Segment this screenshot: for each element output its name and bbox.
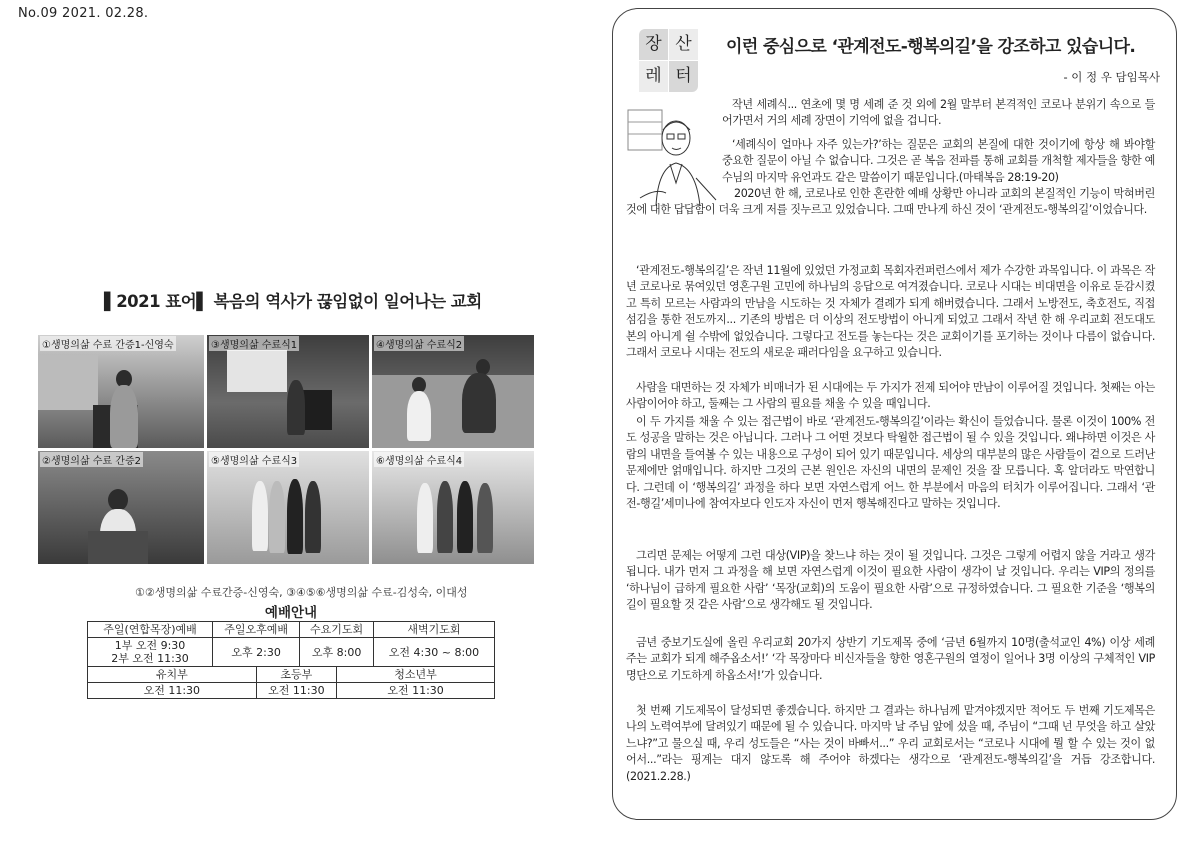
- photo-caption-1: ①생명의삶 수료 간증1-신영숙: [40, 336, 176, 351]
- sunday-second-service: 2부 오전 11:30: [111, 652, 189, 665]
- badge-char-1: 장: [639, 29, 668, 60]
- header-wednesday-prayer: 수요기도회: [300, 622, 374, 638]
- elementary-time: 오전 11:30: [256, 683, 336, 699]
- letter-title: 이런 중심으로 ‘관계전도-행복의길’을 강조하고 있습니다.: [726, 37, 1136, 57]
- sunday-service-times: [88, 638, 213, 667]
- letter-paragraph-4: ‘관계전도-행복의길’은 작년 11월에 있었던 가정교회 목회자컨퍼런스에서 제가 수강한 과목입니다. 이 과목은 작년 코로나로 묶여있던 영혼구원 고민에 하나님의 응답으로 여겨졌습니다. 코로나 시대는 비대면을 이유로 둔감시켰고 특히 모르는 사람과의 만남을 시도하는 것 자체가 결례가 되게 해버렸습니다. 그래서 노방전도, 축호전도, 직접 섬김을 통한 전도까지... 기존의 방법은 더 이상의 전도방법이 아니게 되었고 그래서 작년 한 해 우리교회 전도대도 본의 아니게 쉴 수밖에 없었습니다. 그렇다고 전도를 놓는다는 것은 교회이기를 포기하는 것이나 다름이 없습니다. 그래서 코로나 시대는 전도의 새로운 패러다임을 요구하고 있습니다.: [626, 264, 1155, 360]
- photo-ceremony-2: [372, 335, 534, 448]
- header-youth: 청소년부: [337, 667, 495, 683]
- letter-paragraph-9: 첫 번째 기도제목이 달성되면 좋겠습니다. 하지만 그 결과는 하나님께 맡겨야겠지만 적어도 두 번째 기도제목은 나의 노력여부에 달려있기 때문에 될 수 있습니다. 마지막 날 주님 앞에 섰을 때, 주님이 “그때 넌 무엇을 하고 살았느냐?”고 물으실 때, 우리 성도들은 “사는 것이 바빠서...” 우리 교회로서는 “코로나 시대에 뭘 할 수 있는 것이 없어서...”라는 핑계는 대지 않도록 해 주어야 하겠다는 생각으로 ‘관계전도-행복의길’을 거듭 강조합니다.(2021.2.28.): [626, 704, 1155, 783]
- letter-paragraph-7: 그리면 문제는 어떻게 그런 대상(VIP)을 찾느냐 하는 것이 될 것입니다. 그것은 그렇게 어렵지 않을 거라고 생각됩니다. 내가 먼저 그 과정을 해 보면 자연스럽게 이것이 필요한 사람이 생각이 날 것입니다. 우리는 VIP의 정의를 ‘하나님이 급하게 필요한 사람’ ‘목장(교회)의 도움이 필요한 사람’으로 규정하였습니다. 그 필요한 기준을 ‘행복의길이 필요할 것 같은 사람’으로 생각해도 될 것입니다.: [626, 549, 1155, 612]
- kindergarten-time: 오전 11:30: [88, 683, 257, 699]
- youth-time: 오전 11:30: [337, 683, 495, 699]
- photo-caption-5: ⑤생명의삶 수료식3: [209, 452, 299, 467]
- header-kindergarten: 유치부: [88, 667, 257, 683]
- photo-caption-4: ④생명의삶 수료식2: [374, 336, 464, 351]
- photo-caption-3: ③생명의삶 수료식1: [209, 336, 299, 351]
- letter-paragraph-2: ‘세례식이 얼마나 자주 있는가?’하는 질문은 교회의 본질에 대한 것이기에 항상 해 봐야할 중요한 질문이 아닐 수 없습니다. 그것은 곧 복음 전파를 통해 교회를 개척할 제자들을 향한 예수님의 마지막 유언과도 같은 말씀이기 때문입니다.(마태복음 28:19-20): [722, 138, 1155, 184]
- photo-caption: ①②생명의삶 수료간증-신영숙, ③④⑤⑥생명의삶 수료-김성숙, 이대성: [135, 586, 468, 599]
- sunday-afternoon-time: 오후 2:30: [213, 638, 300, 667]
- header-dawn-prayer: 새벽기도회: [373, 622, 494, 638]
- photo-ceremony-4: [372, 451, 534, 564]
- badge-char-4: 터: [669, 61, 698, 92]
- badge-char-3: 레: [639, 61, 668, 92]
- header-sunday-service: 주일(연합목장)예배: [88, 622, 213, 638]
- header-sunday-afternoon: 주일오후예배: [213, 622, 300, 638]
- photo-grid: [38, 335, 534, 565]
- letter-author: - 이 정 우 담임목사: [1063, 70, 1160, 84]
- photo-caption-6: ⑥생명의삶 수료식4: [374, 452, 464, 467]
- photo-ceremony-3: [207, 451, 369, 564]
- letter-paragraph-1: 작년 세례식... 연초에 몇 명 세례 준 것 외에 2월 말부터 본격적인 코로나 분위기 속으로 들어가면서 거의 세례 장면이 기억에 없을 겁니다.: [722, 98, 1155, 128]
- worship-table-title: 예배안내: [264, 605, 318, 621]
- dawn-prayer-time: 오전 4:30 ~ 8:00: [373, 638, 494, 667]
- letter-paragraph-6: 이 두 가지를 채울 수 있는 접근법이 바로 ‘관계전도-행복의길’이라는 확신이 들었습니다. 물론 이것이 100% 전도 성공을 말하는 것은 아닙니다. 그러나 그 어떤 것보다 탁월한 접근법이 될 수 있을 것입니다. 왜냐하면 이것은 사람의 내면을 들여볼 수 있는 내용으로 구성이 되어 있기 때문입니다. 세상의 대부분의 많은 사람들이 겉으로 드러난 문제에만 얽매입니다. 하지만 그것의 근본 원인은 자신의 내면의 문제인 것을 잘 모릅니다. 혹 알더라도 막연합니다. 그런데 이 ‘행복의길’ 과정을 하다 보면 자연스럽게 어느 한 부분에서 마음의 터치가 이루어집니다. 그래서 ‘관전-행길’세미나에 참여자보다 인도자 자신이 먼저 행복해진다고 말하는 것입니다.: [626, 415, 1155, 511]
- letter-paragraph-3: 2020년 한 해, 코로나로 인한 혼란한 예배 상황만 아니라 교회의 본질적인 기능이 막혀버린 것에 대한 답답함이 더욱 크게 저를 짓누르고 있었습니다. 그때 만나게 하신 것이 ‘관계전도-행복의길’이었습니다.: [626, 187, 1155, 217]
- photo-caption-2: ②생명의삶 수료 간증2: [40, 452, 143, 467]
- photo-ceremony-1: [207, 335, 369, 448]
- motto-title: ▌2021 표어▌ 복음의 역사가 끊임없이 일어나는 교회: [104, 292, 482, 311]
- header-elementary: 초등부: [256, 667, 336, 683]
- photo-testimony-2: [38, 451, 204, 564]
- issue-number: No.09 2021. 02.28.: [18, 6, 149, 21]
- badge-char-2: 산: [669, 29, 698, 60]
- photo-testimony-1: [38, 335, 204, 448]
- worship-schedule-table: [87, 607, 495, 699]
- letter-paragraph-5: 사람을 대면하는 것 자체가 비매너가 된 시대에는 두 가지가 전제 되어야 만남이 이루어질 것입니다. 첫째는 아는 사람이어야 하고, 둘째는 그 사람의 필요를 채울 수 있을 때입니다.: [626, 381, 1155, 411]
- wednesday-prayer-time: 오후 8:00: [300, 638, 374, 667]
- sunday-first-service: 1부 오전 9:30: [114, 639, 186, 652]
- letter-paragraph-8: 금년 중보기도실에 올린 우리교회 20가지 상반기 기도제목 중에 ‘금년 6월까지 10명(출석교인 4%) 이상 세례 주는 교회가 되게 해주옵소서!’ ‘각 목장마다 비신자들을 향한 영혼구원의 열정이 일어나 3명 이상의 구체적인 VIP 명단으로 기도하게 하옵소서!’가 있습니다.: [626, 636, 1155, 682]
